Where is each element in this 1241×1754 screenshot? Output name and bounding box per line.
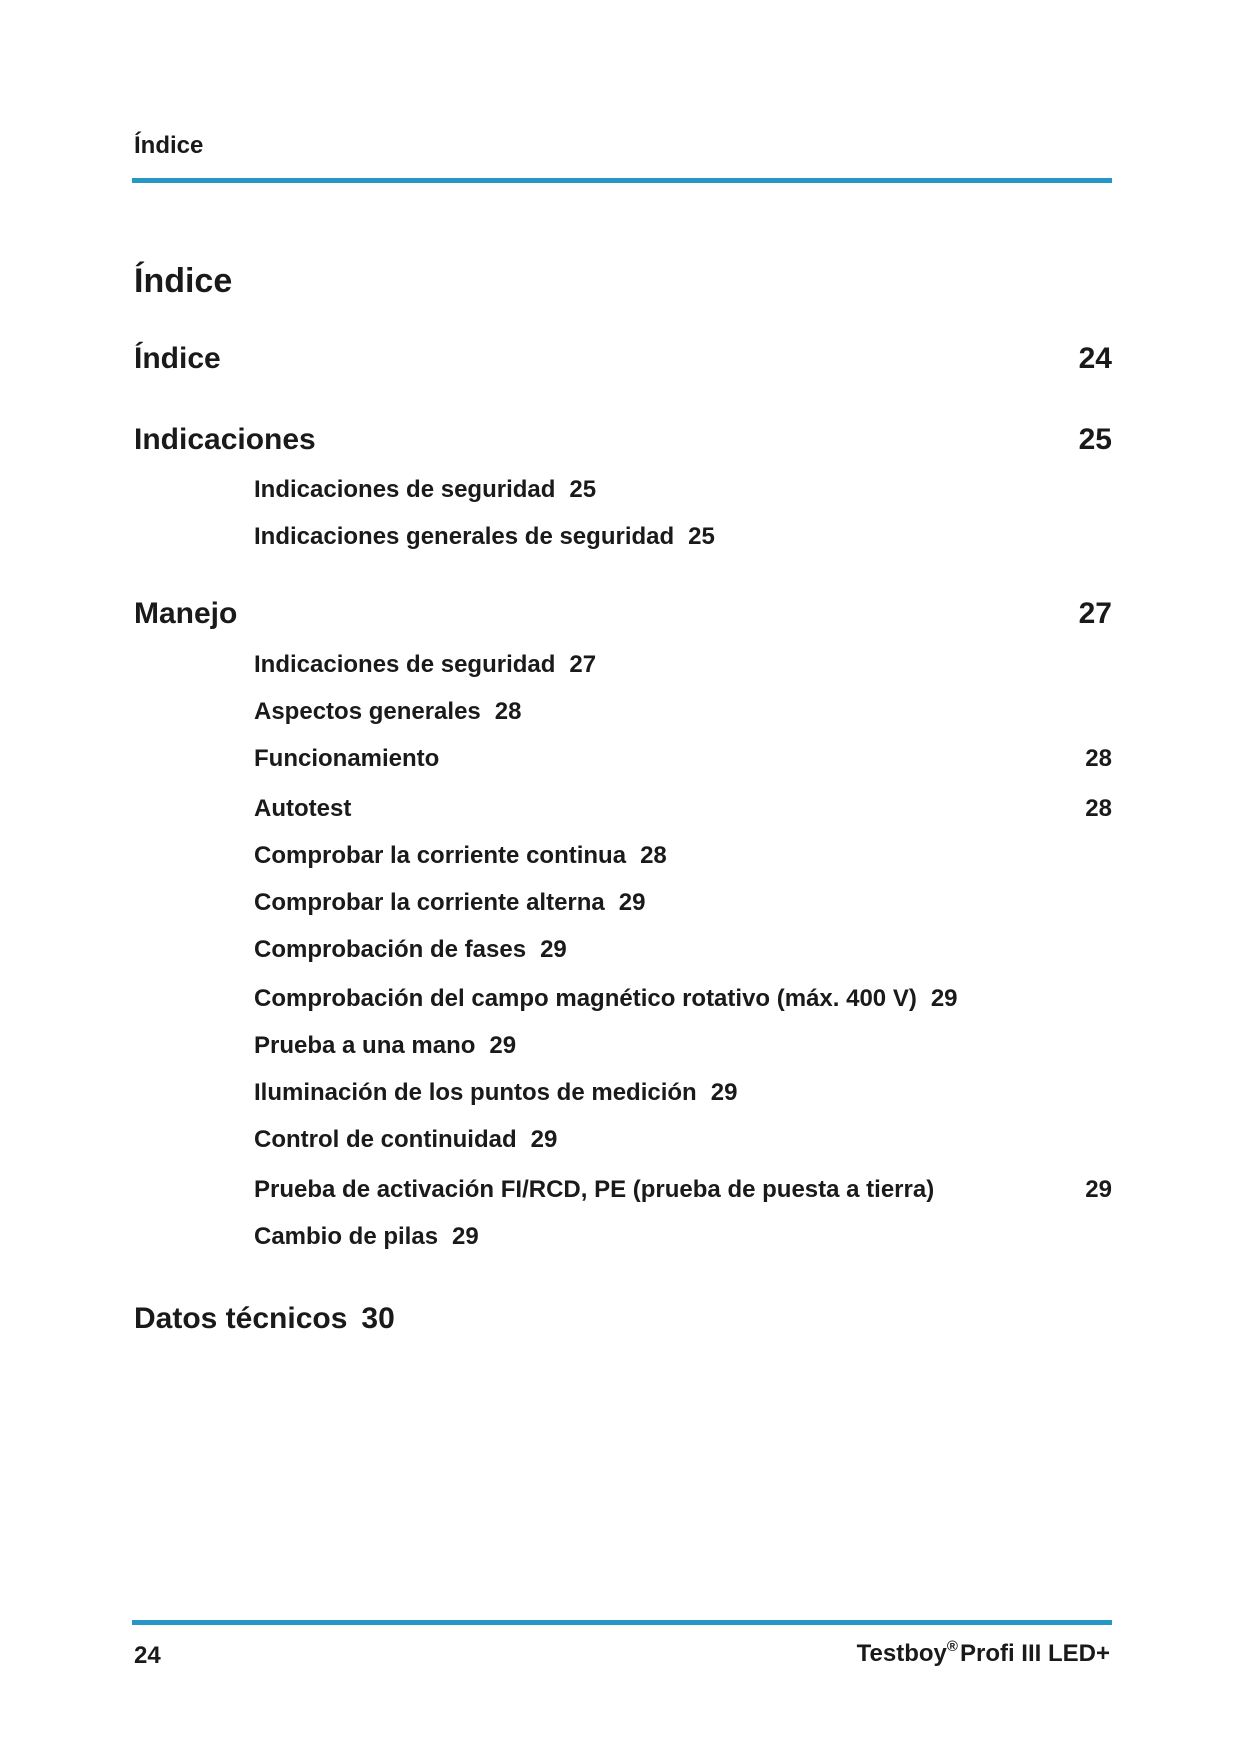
toc-entry-title: Iluminación de los puntos de medición [254, 1079, 697, 1106]
toc-entry[interactable] [254, 651, 596, 679]
toc-entry[interactable] [254, 1126, 557, 1154]
toc-section-page: 25 [1078, 423, 1112, 456]
toc-entry-title: Aspectos generales [254, 698, 481, 725]
toc-section-datos-tecnicos[interactable] [134, 1302, 395, 1336]
toc-entry-title: Comprobación del campo magnético rotativo (máx. 400 V) [254, 985, 917, 1012]
toc-entry-title: Funcionamiento [254, 745, 440, 772]
toc-section-title: Indicaciones [134, 423, 316, 456]
toc-entry-title: Indicaciones de seguridad [254, 651, 556, 678]
toc-entry-title: Prueba a una mano [254, 1032, 476, 1059]
toc-entry-title: Prueba de activación FI/RCD, PE (prueba de puesta a tierra) [254, 1176, 935, 1203]
toc-entry[interactable] [254, 523, 715, 551]
toc-entry[interactable] [254, 842, 667, 870]
toc-entry-page: 25 [688, 523, 715, 550]
toc-entry-page: 27 [569, 651, 597, 678]
toc-entry[interactable] [254, 1176, 1112, 1204]
header-title: Índice [134, 132, 204, 159]
footer-rule [132, 1620, 1112, 1625]
toc-entry-title: Indicaciones de seguridad [254, 476, 556, 503]
toc-entry[interactable] [254, 985, 958, 1013]
toc-entry-title: Comprobar la corriente continua [254, 842, 627, 869]
toc-entry-page: 29 [540, 936, 567, 963]
toc-section-indice[interactable] [134, 342, 1112, 376]
toc-entry-title: Control de continuidad [254, 1126, 517, 1153]
toc-entry-title: Autotest [254, 795, 352, 822]
toc-entry-title: Comprobación de fases [254, 936, 527, 963]
toc-entry[interactable] [254, 698, 521, 726]
toc-entry-page: 28 [1085, 795, 1112, 822]
toc-entry[interactable] [254, 1079, 737, 1107]
toc-entry-page: 28 [494, 698, 522, 725]
footer-page-number: 24 [134, 1642, 161, 1669]
toc-entry[interactable] [254, 476, 596, 504]
toc-entry[interactable] [254, 1223, 479, 1251]
toc-entry-title: Cambio de pilas [254, 1223, 439, 1250]
toc-entry[interactable] [254, 1032, 516, 1060]
toc-entry-title: Comprobar la corriente alterna [254, 889, 605, 916]
toc-entry-page: 28 [640, 842, 667, 869]
toc-entry-page: 28 [1085, 745, 1112, 772]
toc-section-manejo[interactable] [134, 597, 1112, 631]
toc-entry-page: 25 [569, 476, 597, 503]
toc-section-page: 27 [1078, 597, 1112, 630]
page-title: Índice [134, 262, 233, 300]
toc-entry-page: 29 [452, 1223, 479, 1250]
toc-entry-page: 29 [710, 1079, 738, 1106]
toc-entry-page: 29 [489, 1032, 517, 1059]
toc-entry[interactable] [254, 889, 645, 917]
registered-mark: ® [946, 1638, 958, 1655]
toc-entry-page: 29 [530, 1126, 558, 1153]
toc-section-page: 30 [361, 1302, 395, 1335]
toc-section-page: 24 [1078, 342, 1112, 375]
toc-entry[interactable] [254, 795, 1112, 823]
toc-entry-page: 29 [930, 985, 958, 1012]
toc-section-title: Datos técnicos [134, 1302, 348, 1335]
toc-section-indicaciones[interactable] [134, 423, 1112, 457]
footer-product-name: Profi III LED+ [959, 1640, 1110, 1667]
toc-entry-page: 29 [618, 889, 646, 916]
header-rule [132, 178, 1112, 183]
toc-section-title: Índice [134, 342, 221, 375]
toc-entry-title: Indicaciones generales de seguridad [254, 523, 675, 550]
toc-entry[interactable] [254, 745, 1112, 773]
toc-section-title: Manejo [134, 597, 238, 630]
footer-brand-name: Testboy [856, 1640, 947, 1667]
footer-brand [857, 1640, 1110, 1668]
toc-entry-page: 29 [1085, 1176, 1112, 1203]
toc-entry[interactable] [254, 936, 567, 964]
